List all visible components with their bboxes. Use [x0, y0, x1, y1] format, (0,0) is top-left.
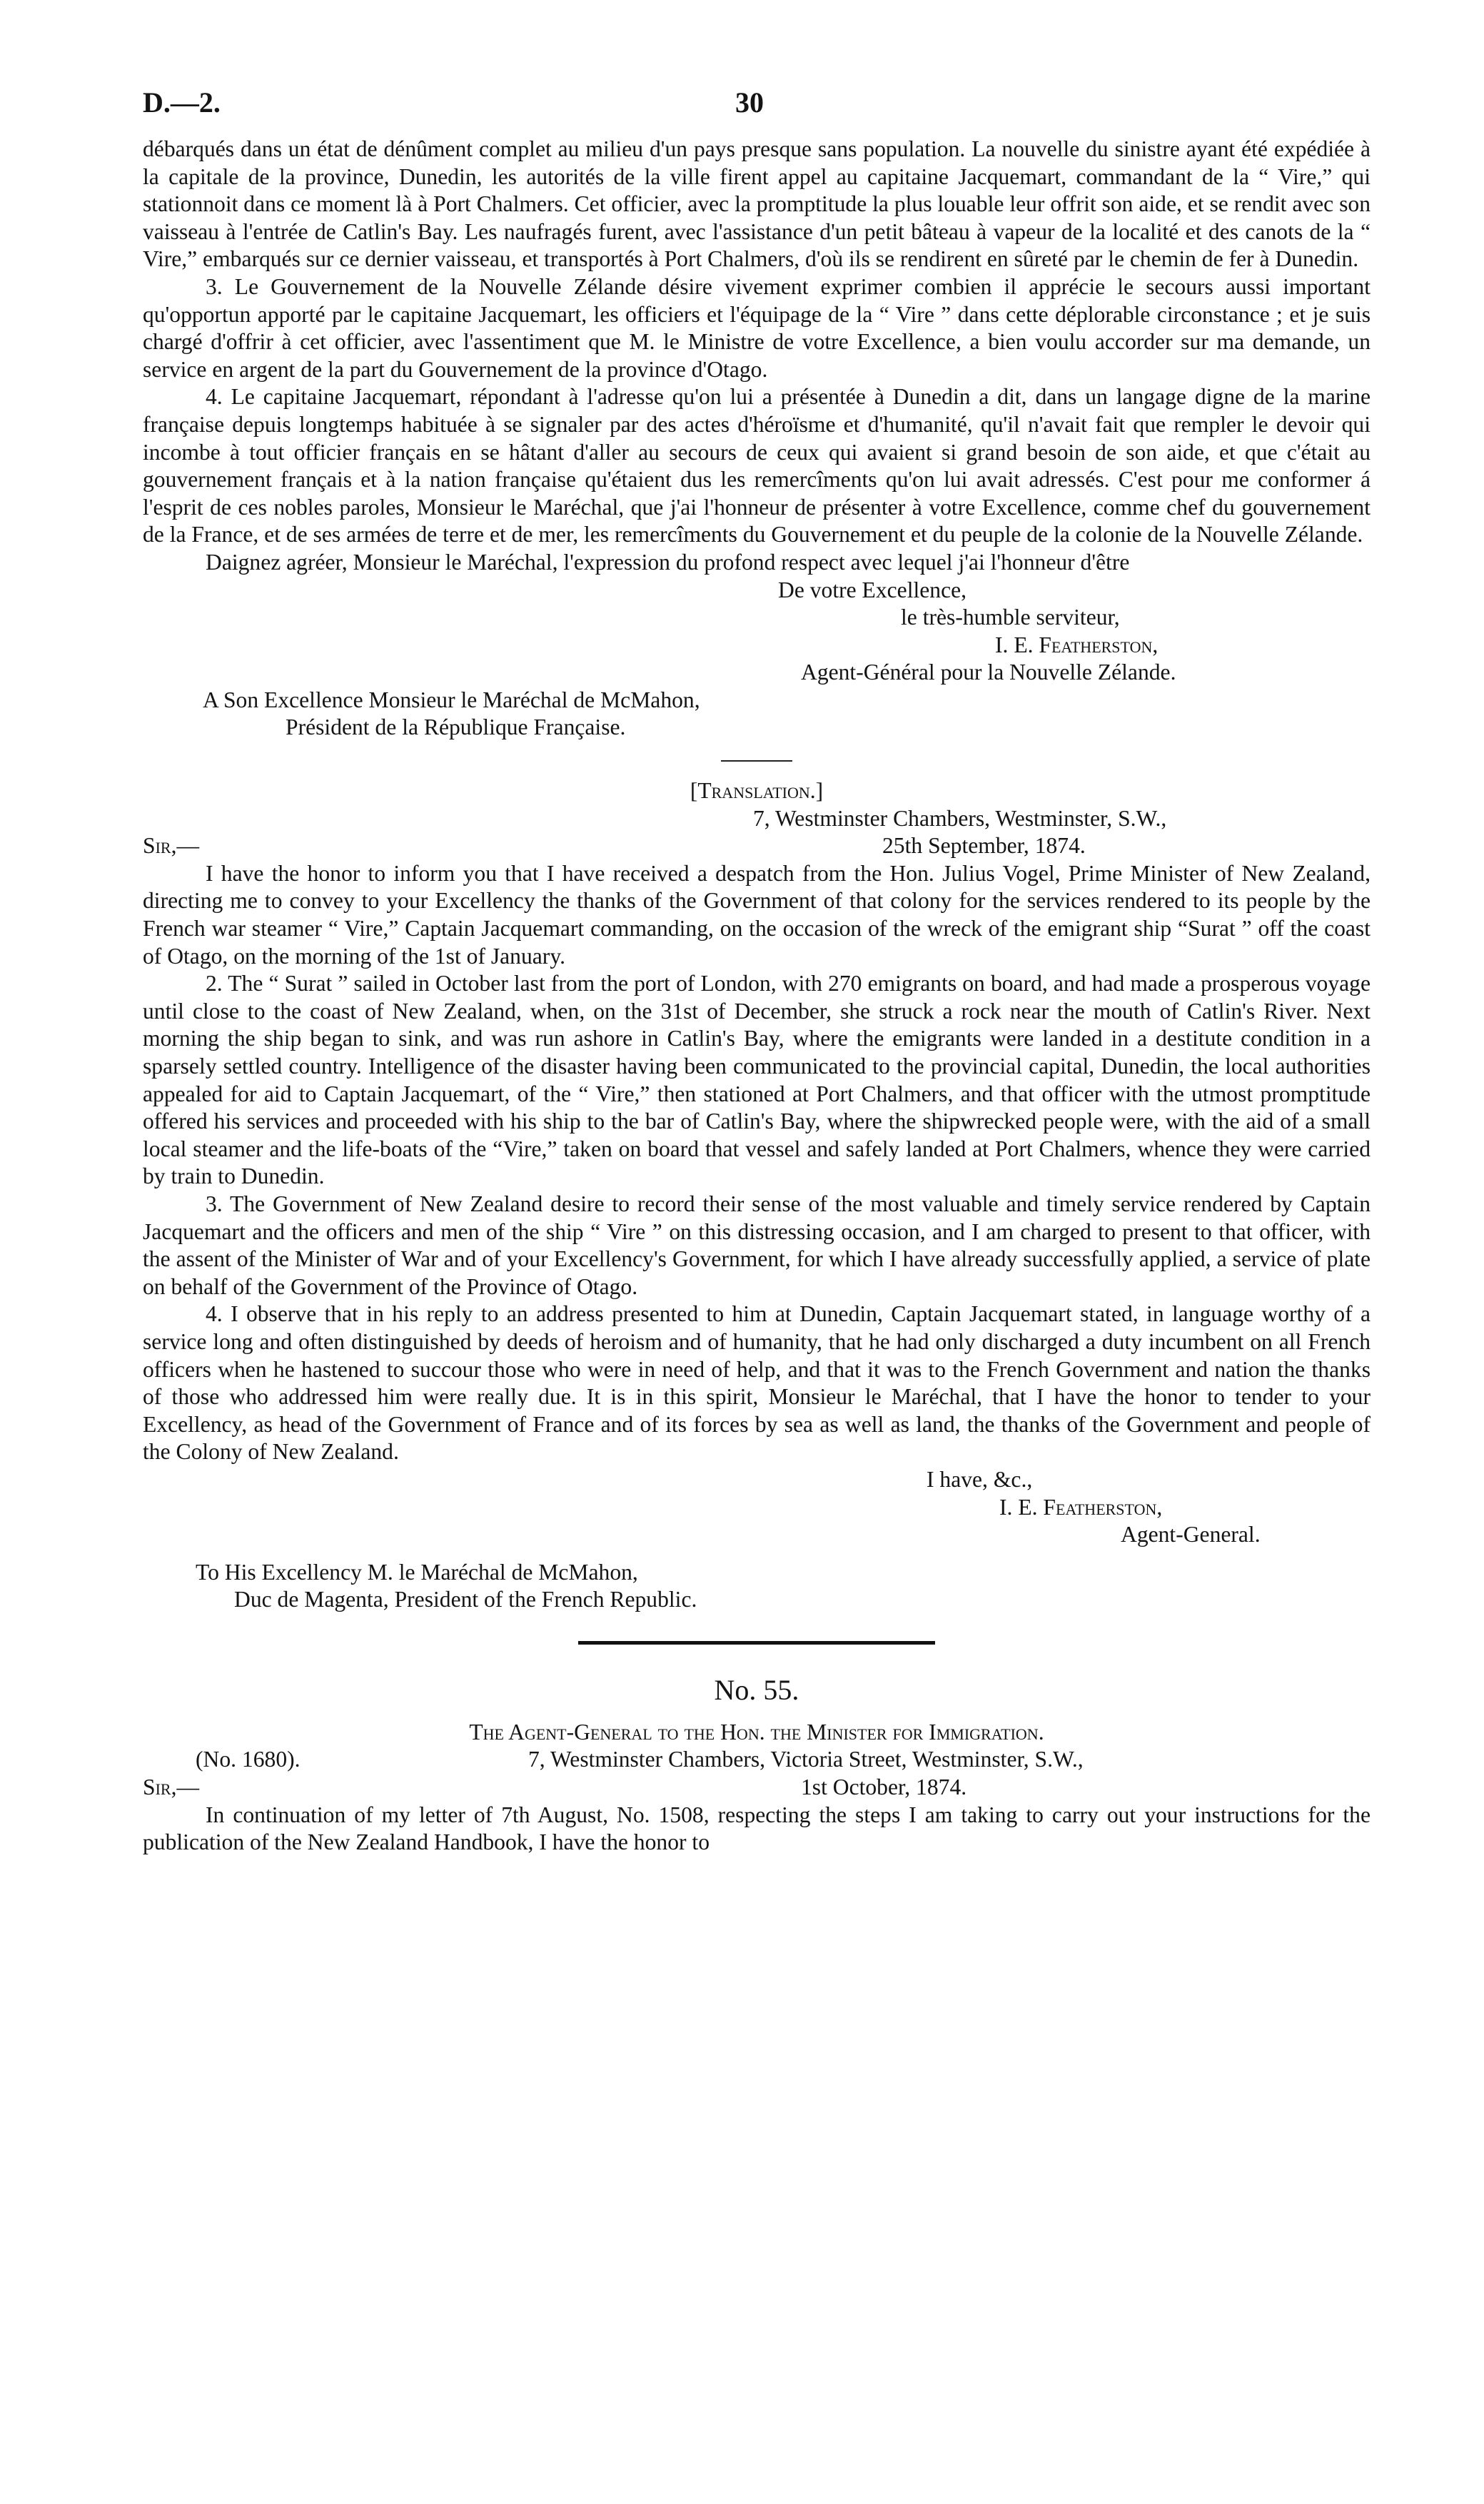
- letter-divider: [578, 1641, 935, 1645]
- french-letter: [143, 136, 1371, 742]
- letter-number-heading: No. 55.: [714, 1673, 799, 1706]
- document-page: [143, 86, 1371, 1857]
- translation-address: 7, Westminster Chambers, Westminster, S.W.,: [753, 805, 1167, 831]
- letter-date: 1st October, 1874.: [801, 1774, 967, 1800]
- french-closing-2: le très-humble serviteur,: [901, 605, 1120, 630]
- french-addressee-2: Président de la République Française.: [286, 715, 626, 740]
- letter-address: 7, Westminster Chambers, Victoria Street, Westminster, S.W.,: [528, 1747, 1084, 1772]
- letter-ref-row: [143, 1746, 1371, 1774]
- letter-ref-number: (No. 1680).: [196, 1747, 301, 1772]
- translation-closing: I have, &c.,: [927, 1466, 1033, 1492]
- french-closing-paragraph: Daignez agréer, Monsieur le Maréchal, l'expression du profond respect avec lequel j'ai l'honneur d'être: [206, 549, 1130, 575]
- french-signer-title: Agent-Général pour la Nouvelle Zélande.: [801, 660, 1176, 685]
- page-header: [143, 86, 1371, 136]
- translation-salutation: Sir,—: [143, 833, 200, 859]
- translation-heading: [Translation.]: [690, 778, 824, 804]
- letter-subheading: The Agent-General to the Hon. the Minister for Immigration.: [469, 1719, 1044, 1745]
- translation-paragraph-1: I have the honor to inform you that I have received a despatch from the Hon. Julius Vogel, Prime Minister of New Zealand, directing me to convey to your Excellency the thanks of the Government of that colony for the services rendered to its people by the French war steamer “ Vire,” Captain Jacquemart commanding, on the occasion of the wreck of the emigrant ship “Surat ” off the coast of Otago, on the morning of the 1st of January.: [143, 860, 1371, 969]
- translation-signer: I. E. Featherston,: [999, 1494, 1163, 1520]
- letter-salutation-row: [143, 1774, 1371, 1802]
- translation-salutation-row: [143, 832, 1371, 860]
- translation-signer-title: Agent-General.: [1121, 1522, 1261, 1548]
- letter-no-55: [143, 1672, 1371, 1857]
- letter-paragraph-1: In continuation of my letter of 7th August, No. 1508, respecting the steps I am taking to carry out your instructions for the publication of the New Zealand Handbook, I have the honor to: [143, 1802, 1371, 1855]
- translation-date: 25th September, 1874.: [882, 833, 1086, 859]
- section-divider: [721, 760, 792, 762]
- translation-addressee-2: Duc de Magenta, President of the French Republic.: [234, 1587, 697, 1612]
- page-number: 30: [735, 86, 764, 118]
- translation-paragraph-3: 3. The Government of New Zealand desire to record their sense of the most valuable and timely service rendered by Captain Jacquemart and the officers and men of the ship “ Vire ” on this distressing occasion, and I am charged to present to that officer, with the assent of the Minister of War and of your Excellency's Government, for which I have already successfully applied, a service of plate on behalf of the Government of the Province of Otago.: [143, 1191, 1371, 1299]
- french-paragraph-3: 3. Le Gouvernement de la Nouvelle Zélande désire vivement exprimer combien il apprécie le secours aussi important qu'opportun apporté par le capitaine Jacquemart, les officiers et l'équipage de la “ Vire ” dans cette déplorable circonstance ; et je suis chargé d'offrir à cet officier, avec l'assentiment que M. le Ministre de votre Excellence, a bien voulu accorder sur ma demande, un service en argent de la part du Gouvernement de la province d'Otago.: [143, 273, 1371, 382]
- document-reference: D.—2.: [143, 86, 221, 118]
- letter-salutation: Sir,—: [143, 1774, 200, 1800]
- translation-paragraph-2: 2. The “ Surat ” sailed in October last from the port of London, with 270 emigrants on board, and had made a prosperous voyage until close to the coast of New Zealand, when, on the 31st of December, she struck a rock near the mouth of Catlin's River. Next morning the ship began to sink, and was run ashore in Catlin's Bay, where the emigrants were landed in a destitute condition in a sparsely settled country. Intelligence of the disaster having been communicated to the provincial capital, Dunedin, the local authorities appealed for aid to Captain Jacquemart, of the “ Vire,” then stationed at Port Chalmers, and that officer with the utmost promptitude offered his services and proceeded with his ship to the bar of Catlin's Bay, where the shipwrecked people were, with the aid of a small local steamer and the life-boats of the “Vire,” taken on board that vessel and safely landed at Port Chalmers, whence they were carried by train to Dunedin.: [143, 971, 1371, 1189]
- translation-paragraph-4: 4. I observe that in his reply to an address presented to him at Dunedin, Captain Jacquemart stated, in language worthy of a service long and often distinguished by deeds of heroism and of humanity, that he had only discharged a duty incumbent on all French officers when he hastened to succour those who were in need of help, and that it was to the French Government and nation the thanks of those who addressed him were really due. It is in this spirit, Monsieur le Maréchal, that I have the honor to tender to your Excellency, as head of the Government of France and of its forces by sea as well as land, the thanks of the Government and people of the Colony of New Zealand.: [143, 1301, 1371, 1465]
- french-paragraph-1: débarqués dans un état de dénûment complet au milieu d'un pays presque sans population. La nouvelle du sinistre ayant été expédiée à la capitale de la province, Dunedin, les autorités de la ville firent appel au capitaine Jacquemart, commandant de la “ Vire,” qui stationnoit dans ce moment là à Port Chalmers. Cet officier, avec la promptitude la plus louable leur offrit son aide, et se rendit avec son vaisseau à l'entrée de Catlin's Bay. Les naufragés furent, avec l'assistance d'un petit bâteau à vapeur de la localité et des canots de la “ Vire,” embarqués sur ce dernier vaisseau, et transportés à Port Chalmers, d'où ils se rendirent en sûreté par le chemin de fer à Dunedin.: [143, 136, 1371, 272]
- translation-letter: [143, 777, 1371, 1614]
- french-signer: I. E. Featherston,: [995, 632, 1159, 657]
- french-addressee-1: A Son Excellence Monsieur le Maréchal de McMahon,: [203, 687, 700, 712]
- french-paragraph-4: 4. Le capitaine Jacquemart, répondant à l'adresse qu'on lui a présentée à Dunedin a dit, dans un langage digne de la marine française depuis longtemps habituée à se signaler par des actes d'héroïsme et d'humanité, qu'il n'avait fait que rempler le devoir qui incombe à tout officier français en se hâtant d'aller au secours de ceux qui avaient si grand besoin de son aide, et que c'était au gouvernement français et à la nation française qu'étaient dus les remercîments qu'on lui avait adressés. C'est pour me conformer á l'esprit de ces nobles paroles, Monsieur le Maréchal, que j'ai l'honneur de présenter à votre Excellence, comme chef du gouvernement de la France, et de ses armées de terre et de mer, les remercîments du Gouvernement et du peuple de la colonie de la Nouvelle Zélande.: [143, 384, 1371, 547]
- french-closing-1: De votre Excellence,: [778, 577, 967, 602]
- translation-addressee-1: To His Excellency M. le Maréchal de McMahon,: [196, 1559, 638, 1585]
